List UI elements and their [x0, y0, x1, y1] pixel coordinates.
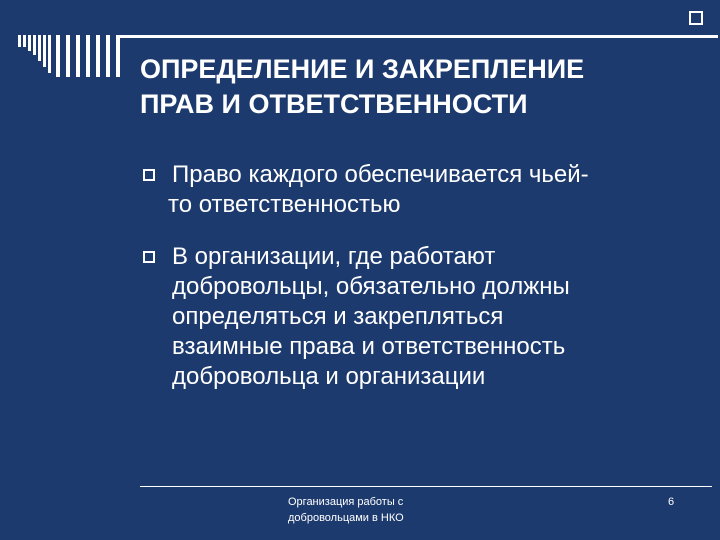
bullet-line: то ответственностью — [168, 191, 401, 218]
bullet-item — [140, 160, 680, 220]
bullet-line: определяться и закрепляться — [172, 303, 504, 330]
bullet-list — [140, 160, 680, 414]
slide-title-line: ПРАВ И ОТВЕТСТВЕННОСТИ — [140, 89, 528, 119]
footer-line: Организация работы с — [288, 496, 404, 508]
bullet-line: добровольца и организации — [172, 363, 486, 390]
slide-title — [140, 52, 700, 122]
bullet-line: Право каждого обеспечивается чьей- — [172, 161, 589, 188]
slide-title-line: ОПРЕДЕЛЕНИЕ И ЗАКРЕПЛЕНИЕ — [140, 54, 585, 84]
footer-line: добровольцами в НКО — [288, 512, 404, 524]
hollow-square-icon — [143, 169, 155, 181]
bullet-line: В организации, где работают — [172, 243, 496, 270]
bullet-line: добровольцы, обязательно должны — [172, 273, 570, 300]
hollow-square-icon — [143, 251, 155, 263]
footer-divider — [140, 486, 712, 487]
page-number: 6 — [668, 496, 675, 508]
bullet-line: взаимные права и ответственность — [172, 333, 566, 360]
bullet-item — [140, 242, 680, 392]
bullet-text — [172, 242, 680, 392]
footer-text — [288, 494, 448, 526]
bullet-text — [168, 160, 680, 220]
